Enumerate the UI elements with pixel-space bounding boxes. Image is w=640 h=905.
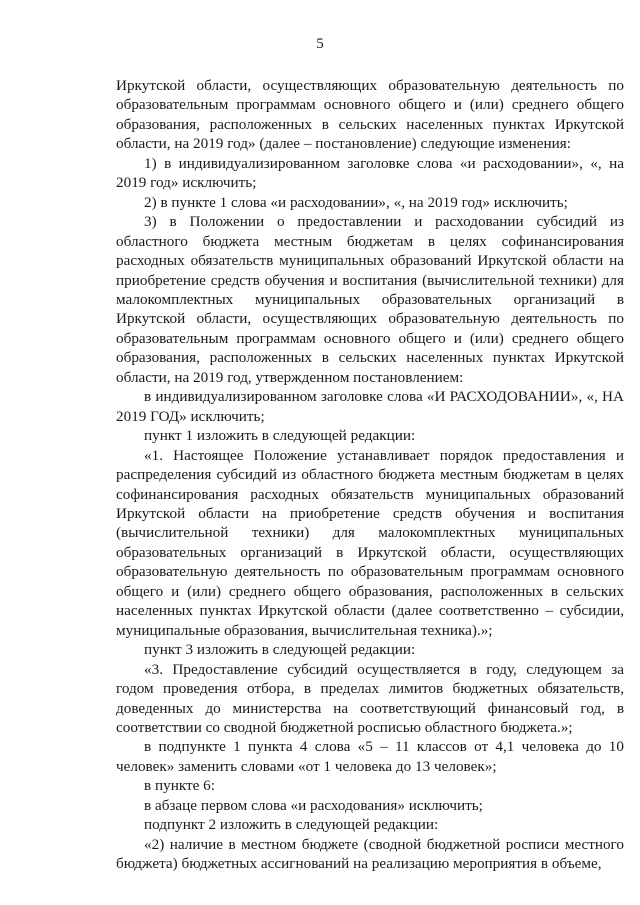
paragraph: в абзаце первом слова «и расходования» исключить;: [144, 796, 483, 814]
paragraph: в пункте 6:: [144, 777, 215, 795]
paragraph: «1. Настоящее Положение устанавливает порядок предоставления и распределения субсидий из областного бюджета местным бюджетам в целях софинансирования расходных обязательств муниципальных образований Иркутской области на приобретение средств обучения и воспитания (вычислительной техники) для малокомплектных муниципальных образовательных организаций в Иркутской области, осуществляющих образовательную деятельность по образовательным программам основного общего и (или) среднего общего образования, расположенных в сельских населенных пунктах Иркутской области (далее соответственно – субсидии, муниципальные образования, вычислительная техника).»;: [116, 446, 624, 639]
paragraph: пункт 1 изложить в следующей редакции:: [144, 427, 416, 445]
paragraph: Иркутской области, осуществляющих образовательную деятельность по образовательным программам основного общего и (или) среднего общего образования, расположенных в сельских населенных пунктах Иркутской области, на 2019 год» (далее – постановление) следующие изменения:: [116, 77, 624, 153]
paragraph: в индивидуализированном заголовке слова «И РАСХОДОВАНИИ», «, НА 2019 ГОД» исключить;: [116, 388, 624, 425]
page-number: 5: [316, 36, 324, 52]
paragraph: 2) в пункте 1 слова «и расходовании», «, на 2019 год» исключить;: [144, 193, 568, 211]
paragraph: 1) в индивидуализированном заголовке слова «и расходовании», «, на 2019 год» исключить;: [116, 154, 624, 192]
paragraph: 3) в Положении о предоставлении и расходовании субсидий из областного бюджета местным бюджетам в целях софинансирования расходных обязательств муниципальных образований Иркутской области на приобретение средств обучения и воспитания (вычислительной техники) для малокомплектных муниципальных образовательных организаций в Иркутской области, осуществляющих образовательную деятельность по образовательным программам основного общего и (или) среднего общего образования, расположенных в сельских населенных пунктах Иркутской области, на 2019 год, утвержденном постановлением:: [116, 213, 624, 386]
paragraph: в подпункте 1 пункта 4 слова «5 – 11 классов от 4,1 человека до 10 человек» заменить словами «от 1 человека до 13 человек»;: [116, 738, 624, 775]
paragraph: «3. Предоставление субсидий осуществляется в году, следующем за годом проведения отбора, в пределах лимитов бюджетных обязательств, доведенных до министерства на соответствующий финансовый год, в соответствии со сводной бюджетной росписью областного бюджета.»;: [116, 660, 624, 736]
paragraph: «2) наличие в местном бюджете (сводной бюджетной росписи местного бюджета) бюджетных ассигнований на реализацию мероприятия в объеме,: [116, 835, 624, 873]
paragraph: подпункт 2 изложить в следующей редакции:: [144, 816, 439, 834]
document-body: [116, 76, 624, 874]
paragraph: пункт 3 изложить в следующей редакции:: [144, 641, 416, 659]
